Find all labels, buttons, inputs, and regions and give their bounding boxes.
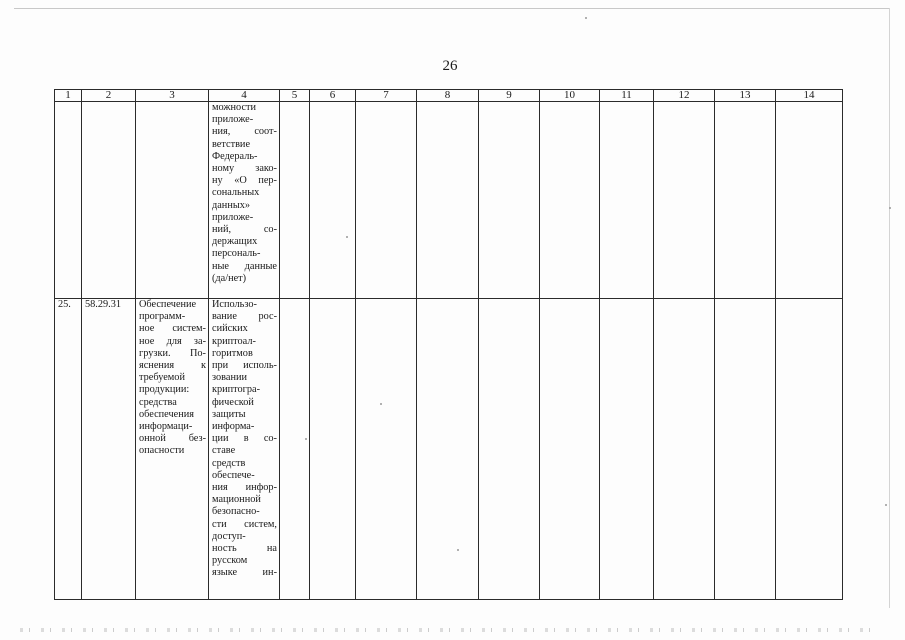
cell-line: держащих [212, 236, 258, 248]
scan-artifact-strip [20, 628, 880, 632]
table-cell [654, 299, 715, 600]
table-cell [540, 102, 600, 299]
column-header: 12 [654, 90, 715, 102]
table-row-25 [55, 299, 843, 600]
scan-speck [457, 549, 459, 551]
cell-line: требуемой [139, 372, 185, 384]
table-cell [479, 102, 540, 299]
table-cell-code [82, 299, 136, 600]
column-header: 6 [310, 90, 356, 102]
table-cell [356, 102, 417, 299]
table-cell [479, 299, 540, 600]
column-header: 14 [776, 90, 843, 102]
cell-line: доступ- [212, 530, 246, 542]
table-cell [600, 299, 654, 600]
table-cell [55, 102, 82, 299]
table-cell [82, 102, 136, 299]
cell-line: ний, со- [212, 224, 277, 236]
cell-line: ные данные [212, 260, 277, 272]
cell-line: при исполь- [212, 360, 277, 372]
cell-line: ное систем- [139, 323, 206, 335]
cell-line: можности [212, 102, 257, 113]
scan-speck [585, 17, 587, 19]
cell-line: защиты [212, 408, 246, 420]
page-number: 26 [442, 58, 458, 74]
column-header: 4 [209, 90, 280, 102]
cell-line: Обеспечение [139, 299, 197, 310]
table-cell [280, 299, 310, 600]
cell-line: Федераль- [212, 150, 258, 162]
cell-line: информа- [212, 421, 255, 433]
cell-line: ветствие [212, 138, 251, 150]
cell-line: криптоал- [212, 335, 256, 347]
cell-line: фической [212, 396, 254, 408]
cell-line: русском [212, 555, 248, 567]
column-header: 3 [136, 90, 209, 102]
cell-line: ставе [212, 445, 236, 457]
table-cell [136, 102, 209, 299]
cell-line: безопасно- [212, 506, 260, 518]
column-header: 9 [479, 90, 540, 102]
scan-speck [889, 207, 891, 209]
table-cell [310, 299, 356, 600]
cell-line: языке ин- [212, 567, 277, 579]
table-cell [280, 102, 310, 299]
table-cell-row-number [55, 299, 82, 600]
table-cell [310, 102, 356, 299]
cell-lines [209, 299, 279, 580]
table-cell [417, 299, 479, 600]
scan-speck [305, 438, 307, 440]
cell-line: приложе- [212, 114, 254, 126]
cell-line: данных» [212, 199, 251, 211]
cell-line: вание рос- [212, 311, 277, 323]
cell-line: приложе- [212, 211, 254, 223]
scan-speck [346, 236, 348, 238]
scan-border-right [889, 8, 890, 608]
cell-line: сти систем, [212, 518, 277, 530]
table-cell [417, 102, 479, 299]
cell-line: ное для за- [139, 335, 206, 347]
cell-line: ния инфор- [212, 482, 277, 494]
cell-line: обеспече- [212, 469, 255, 481]
scan-border-top [14, 8, 890, 9]
table-cell [654, 102, 715, 299]
cell-line: грузки. По- [139, 347, 206, 359]
table-cell [540, 299, 600, 600]
cell-line: ния, соот- [212, 126, 277, 138]
cell-line: информаци- [139, 421, 193, 433]
table-cell-product-name [136, 299, 209, 600]
table-row-continued [55, 102, 843, 299]
cell-line: продукции: [139, 384, 190, 396]
cell-line: ному зако- [212, 163, 277, 175]
cell-line: ну «О пер- [212, 175, 277, 187]
column-header: 13 [715, 90, 776, 102]
table-cell-characteristic [209, 299, 280, 600]
cell-line: средства [139, 396, 177, 408]
row-number: 25. [58, 299, 71, 310]
cell-line: сийских [212, 323, 248, 335]
column-header: 11 [600, 90, 654, 102]
cell-line: яснения к [139, 360, 206, 372]
cell-line: сональных [212, 187, 260, 199]
scan-speck [885, 504, 887, 506]
table-cell [715, 102, 776, 299]
column-header: 8 [417, 90, 479, 102]
table-cell-characteristic [209, 102, 280, 299]
column-header: 10 [540, 90, 600, 102]
cell-line: Использо- [212, 299, 257, 310]
table-cell [776, 299, 843, 600]
cell-line: мационной [212, 494, 261, 506]
cell-line: (да/нет) [212, 272, 247, 284]
cell-line: ность на [212, 543, 277, 555]
table-cell [600, 102, 654, 299]
column-header: 2 [82, 90, 136, 102]
cell-line: средств [212, 457, 246, 469]
cell-line: горитмов [212, 347, 253, 359]
cell-line: обеспечения [139, 408, 194, 420]
table-header-row [55, 90, 843, 102]
column-header: 7 [356, 90, 417, 102]
scan-speck [380, 403, 382, 405]
requirements-table [54, 89, 843, 600]
column-header: 5 [280, 90, 310, 102]
cell-line: криптогра- [212, 384, 261, 396]
table-cell [356, 299, 417, 600]
cell-lines [136, 299, 208, 458]
cell-lines [209, 102, 279, 285]
table-cell [715, 299, 776, 600]
cell-line: программ- [139, 311, 186, 323]
column-header: 1 [55, 90, 82, 102]
cell-line: опасности [139, 445, 185, 457]
cell-line: персональ- [212, 248, 261, 260]
cell-line: онной без- [139, 433, 206, 445]
okpd-code: 58.29.31 [85, 299, 122, 310]
cell-line: зовании [212, 372, 247, 384]
cell-line: ции в со- [212, 433, 277, 445]
table-cell [776, 102, 843, 299]
